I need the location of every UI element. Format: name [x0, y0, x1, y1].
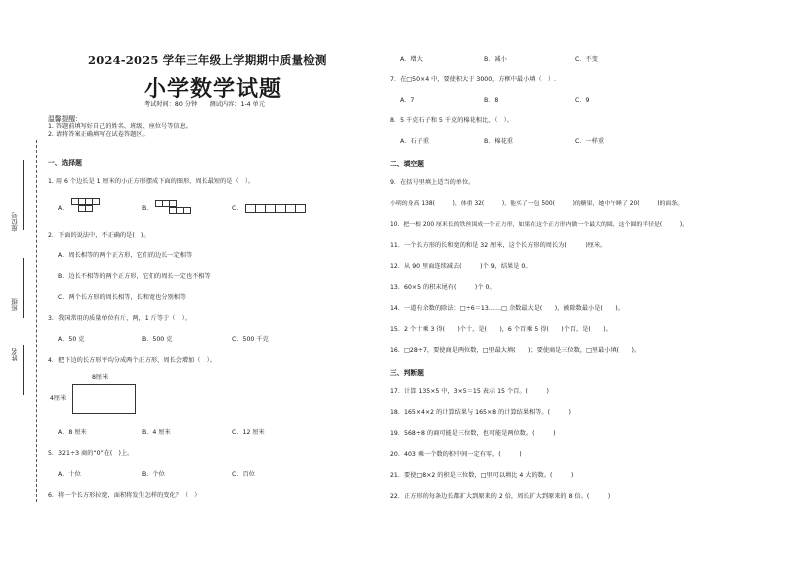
class-blank[interactable]: [23, 258, 24, 318]
q4-figure-height-label: 4厘米: [50, 395, 67, 402]
exam-title-line1: 2024-2025 学年三年级上学期期中质量检测: [88, 53, 327, 67]
q1-option-b[interactable]: B．: [142, 205, 153, 212]
question-8: 8．5 千克石子和 5 千克的棉花相比，（ ）。: [390, 117, 513, 124]
exam-info: 考试时间：80 分钟 测试内容：1-4 单元: [144, 101, 265, 108]
question-7: 7．在□50×4 中，要使积大于 3000，方框中最小填（ ）.: [390, 76, 556, 83]
q5-option-a[interactable]: A．十位: [58, 471, 81, 478]
q3-option-c[interactable]: C．500 千克: [232, 336, 269, 343]
q6-option-c[interactable]: C．不变: [575, 56, 598, 63]
seat-number-label: 座位号: [11, 212, 19, 232]
q1-figure-c: [246, 204, 306, 213]
q1-option-c[interactable]: C．: [232, 205, 243, 212]
q4-option-c[interactable]: C．12 厘米: [232, 429, 265, 436]
q5-option-c[interactable]: C．百位: [232, 471, 255, 478]
question-10[interactable]: 10．把一根 200 厘米长的铁丝围成一个正方形，如果在这个正方形内做一个最大的圆，这个圆的半径是( )。: [390, 222, 689, 228]
notice-item: 1. 答题前填写好自己的姓名、班级、座位号等信息。: [48, 123, 192, 130]
q9-fill-line[interactable]: 小明的身高 138( )，体重 32( )，他买了一包 500( )的糖果，她中午睡了 20( )的面条。: [390, 201, 684, 207]
q4-figure-width-label: 8厘米: [92, 374, 109, 381]
q8-option-c[interactable]: C．一样重: [575, 138, 605, 145]
question-21[interactable]: 21．要使□8×2 的积是三位数，□里可以填比 4 大的数。( ): [390, 472, 574, 479]
q2-option-c[interactable]: C．两个长方形的周长相等，长和宽也分别相等: [58, 294, 187, 301]
q2-option-b[interactable]: B．边长不相等的两个正方形，它们的周长一定也不相等: [58, 273, 211, 280]
section-heading-fill: 二、填空题: [390, 160, 424, 168]
q1-option-a[interactable]: A．: [58, 205, 69, 212]
name-label: 姓名: [11, 348, 19, 361]
notice-item: 2. 请将答案正确填写在试卷答题区。: [48, 131, 149, 138]
question-20[interactable]: 20．403 乘一个数的积中间一定有零。( ): [390, 451, 522, 458]
q8-option-b[interactable]: B．棉花重: [484, 138, 513, 145]
question-13[interactable]: 13．60×5 的积末尾有( )个 0。: [390, 284, 496, 291]
q7-option-b[interactable]: B．8: [484, 97, 499, 104]
name-blank[interactable]: [23, 345, 24, 395]
question-3: 3．我国常用的质量单位有斤，两，1 斤等于（ ）。: [48, 315, 191, 322]
question-16[interactable]: 16．□28÷7，要使商是两位数，□里最大填( )；要使商是三位数，□里最小填( )。: [390, 347, 641, 354]
section-heading-choice: 一、选择题: [48, 159, 82, 167]
q5-option-b[interactable]: B．个位: [142, 471, 165, 478]
q4-option-a[interactable]: A．8 厘米: [58, 429, 87, 436]
question-19[interactable]: 19．568÷8 的商可能是三位数，也可能是两位数。( ): [390, 430, 556, 437]
seat-number-blank[interactable]: [23, 160, 24, 230]
question-9: 9．在括号里填上适当的单位。: [390, 179, 475, 186]
q6-option-b[interactable]: B．减小: [484, 56, 507, 63]
question-11[interactable]: 11．一个长方形的长和宽的和是 32 厘米，这个长方形的周长为( )厘米。: [390, 242, 607, 249]
class-label: 班级: [11, 298, 19, 311]
q1-figure-b: [156, 200, 177, 207]
question-17[interactable]: 17．计算 135×5 中，3×5＝15 表示 15 个百。( ): [390, 388, 549, 395]
notice-heading: 温馨提醒：: [48, 115, 82, 123]
question-2: 2．下面的说法中，不正确的是( )。: [48, 232, 150, 239]
question-5: 5．321÷3 商的“0”在( )上。: [48, 450, 134, 457]
question-14[interactable]: 14．一道有余数的除法：□÷6＝13……□ 余数最大是( )，被除数最小是( )。: [390, 305, 624, 312]
exam-title-main: 小学数学试题: [144, 76, 283, 102]
question-15[interactable]: 15．2 个十乘 3 得( )个十，是( )，6 个百乘 5 得( )个百，是( )。: [390, 326, 612, 333]
question-1: 1. 用 6 个边长是 1 厘米的小正方形摆成下面的图形，周长最短的是（ ）。: [48, 178, 255, 185]
question-18[interactable]: 18．165×4×2 的计算结果与 165×8 的计算结果相等。( ): [390, 409, 571, 416]
q3-option-a[interactable]: A．50 克: [58, 336, 85, 343]
binding-dashed-line: [36, 140, 37, 502]
q4-rectangle-figure: [72, 384, 136, 414]
question-4: 4．把下边的长方形平均分成两个正方形，周长会增加（ ）。: [48, 357, 216, 364]
section-heading-judge: 三、判断题: [390, 369, 424, 377]
question-22[interactable]: 22．正方形的每条边长都扩大到原来的 2 倍，周长扩大到原来的 8 倍。( ): [390, 493, 611, 500]
q8-option-a[interactable]: A．石子重: [400, 138, 429, 145]
q7-option-c[interactable]: C．9: [575, 97, 590, 104]
q3-option-b[interactable]: B．500 克: [142, 336, 173, 343]
q1-figure-a: [72, 198, 100, 205]
q4-option-b[interactable]: B．4 厘米: [142, 429, 171, 436]
question-6: 6．将一个长方形拉宽，面积将发生怎样的变化？（ ）: [48, 492, 201, 499]
question-12[interactable]: 12．从 90 里面连续减去( )个 9，结果是 0。: [390, 263, 532, 270]
q6-option-a[interactable]: A．增大: [400, 56, 423, 63]
q7-option-a[interactable]: A．7: [400, 97, 415, 104]
q2-option-a[interactable]: A．周长相等的两个正方形，它们的边长一定相等: [58, 252, 193, 259]
